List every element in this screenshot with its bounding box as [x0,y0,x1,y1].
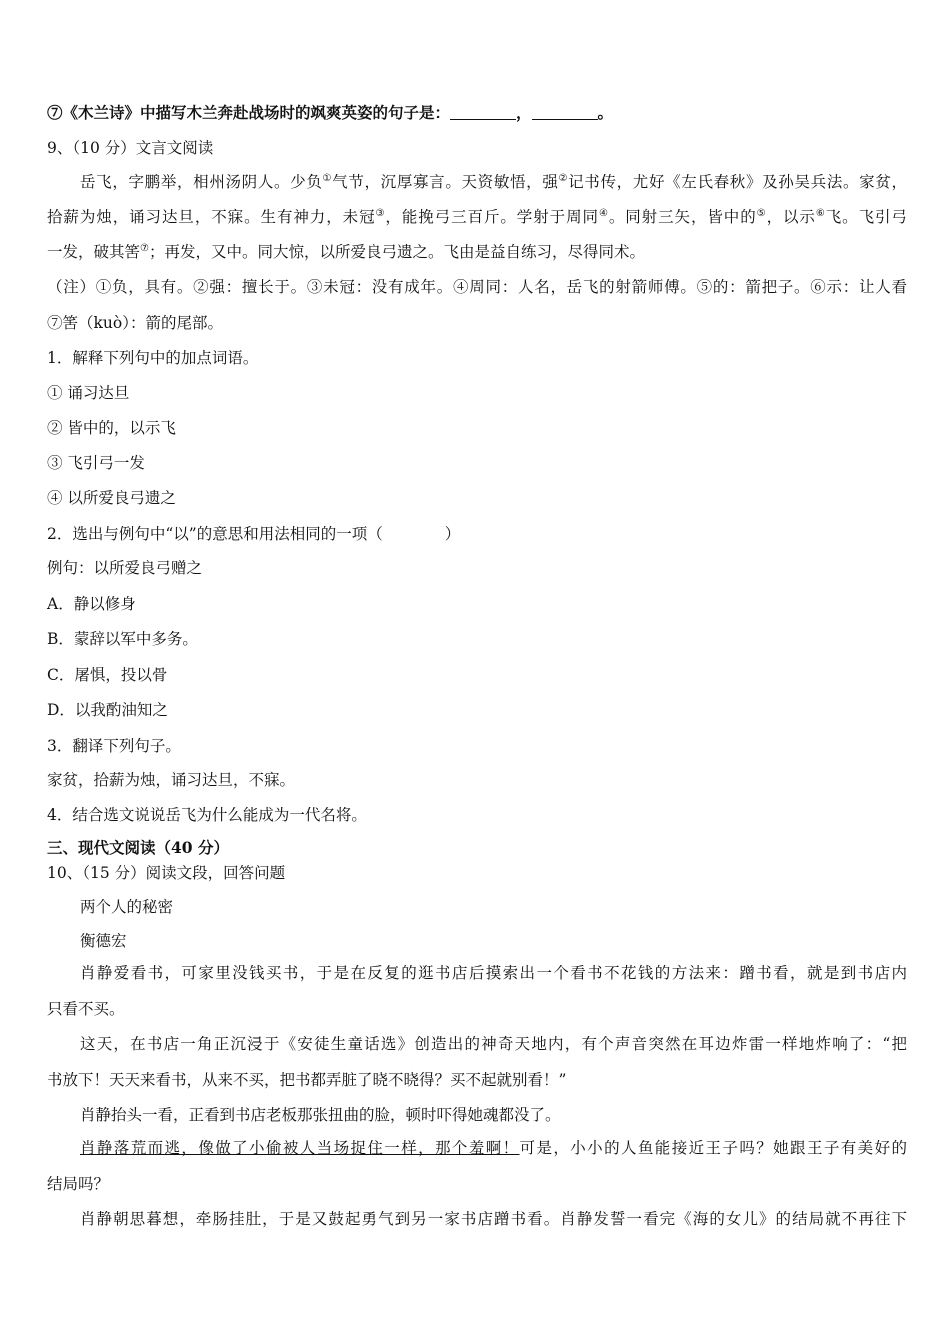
footnote-marker: ⑦ [140,243,149,254]
passage-text: 。同射三矢，皆中的 [608,208,757,226]
story-para-3: 肖静抬头一看，正看到书店老板那张扭曲的脸，顿时吓得她魂都没了。 [80,1106,561,1124]
mulan-question [47,103,907,123]
story-para-2-line-1: 这天，在书店一角正沉浸于《安徒生童话选》创造出的神奇天地内，有个声音突然在耳边炸雷一样地炸响了：“把 [80,1035,907,1053]
answer-blank-1[interactable] [450,105,516,120]
passage-text: ，能挽弓三百斤。学射于周同 [385,208,599,226]
story-text: 可是，小小的人鱼能接近王子吗？她跟王子有美好的 [519,1139,907,1157]
passage-text: 拾薪为烛，诵习达旦，不寐。生有神力，未冠 [47,208,376,226]
sub-question-1-item-3: ③ 飞引弓一发 [47,454,145,472]
q9-header: 9、（10 分）文言文阅读 [47,139,214,157]
sub-question-1-item-4: ④ 以所爱良弓遗之 [47,489,176,507]
option-b[interactable]: B．蒙辞以军中多务。 [47,630,198,648]
passage-line-2 [47,207,907,227]
footnote-marker: ⑤ [756,208,767,219]
annotation-line-2: ⑦筈（kuò）：箭的尾部。 [47,314,223,332]
passage-text: 飞。飞引弓 [825,208,907,226]
story-author: 衡德宏 [80,932,127,950]
story-para-2-line-2: 书放下！天天来看书，从来不买，把书都弄脏了晓不晓得？买不起就别看！” [47,1071,567,1089]
footnote-marker: ④ [598,208,609,219]
sub-question-1-item-2: ② 皆中的，以示飞 [47,419,176,437]
underlined-sentence: 肖静落荒而逃，像做了小偷被人当场捉住一样，那个羞啊！ [80,1139,520,1157]
footnote-marker: ⑥ [815,208,826,219]
option-a[interactable]: A．静以修身 [47,595,136,613]
passage-line-3 [47,242,907,262]
sub-question-1: 1．解释下列句中的加点词语。 [47,349,259,367]
option-d[interactable]: D．以我酌油知之 [47,701,168,719]
passage-text: ，以示 [766,208,816,226]
passage-text: 气节，沉厚寡言。天资敏悟，强 [332,173,559,191]
option-c[interactable]: C．屠惧，投以骨 [47,666,168,684]
footnote-marker: ③ [375,208,386,219]
story-para-1-line-2: 只看不买。 [47,1000,125,1018]
q10-header: 10、（15 分）阅读文段，回答问题 [47,864,286,882]
mulan-separator: ， [516,103,532,122]
sub-question-2-example: 例句：以所爱良弓赠之 [47,559,203,577]
passage-line-1 [80,172,907,192]
story-title: 两个人的秘密 [80,898,174,916]
footnote-marker: ② [558,173,569,184]
story-para-1-line-1: 肖静爱看书，可家里没钱买书，于是在反复的逛书店后摸索出一个看书不花钱的方法来：蹭书看，就是到书店内 [80,964,907,982]
mulan-question-text: ⑦《木兰诗》中描写木兰奔赴战场时的飒爽英姿的句子是： [47,103,451,122]
annotation-line-1: （注）①负，具有。②强：擅长于。③未冠：没有成年。④周同：人名，岳飞的射箭师傅。⑤的：箭把子。⑥示：让人看 [47,278,907,296]
sub-question-4: 4．结合选文说说岳飞为什么能成为一代名将。 [47,806,367,824]
passage-text: 岳飞，字鹏举，相州汤阴人。少负 [80,173,323,191]
section-heading: 三、现代文阅读（40 分） [47,838,229,857]
sub-question-2: 2．选出与例句中“以”的意思和用法相同的一项（ ） [47,525,461,543]
sub-question-3: 3．翻译下列句子。 [47,737,181,755]
answer-blank-2[interactable] [532,105,598,120]
story-para-4-line-2: 结局吗？ [47,1175,110,1193]
passage-text: 记书传，尤好《左氏春秋》及孙吴兵法。家贫， [568,173,907,191]
mulan-end: 。 [597,103,614,122]
sub-question-1-item-1: ① 诵习达旦 [47,384,130,402]
footnote-marker: ① [322,173,333,184]
passage-text: ；再发，又中。同大惊，以所爱良弓遗之。飞由是益自练习，尽得同术。 [148,243,645,261]
story-para-5-line-1: 肖静朝思暮想，牵肠挂肚，于是又鼓起勇气到另一家书店蹭书看。肖静发誓一看完《海的女儿》的结局就不再往下 [80,1210,907,1228]
story-para-4-line-1 [80,1138,907,1158]
sub-question-3-sentence: 家贫，拾薪为烛，诵习达旦，不寐。 [47,771,296,789]
passage-text: 一发，破其筈 [47,243,141,261]
